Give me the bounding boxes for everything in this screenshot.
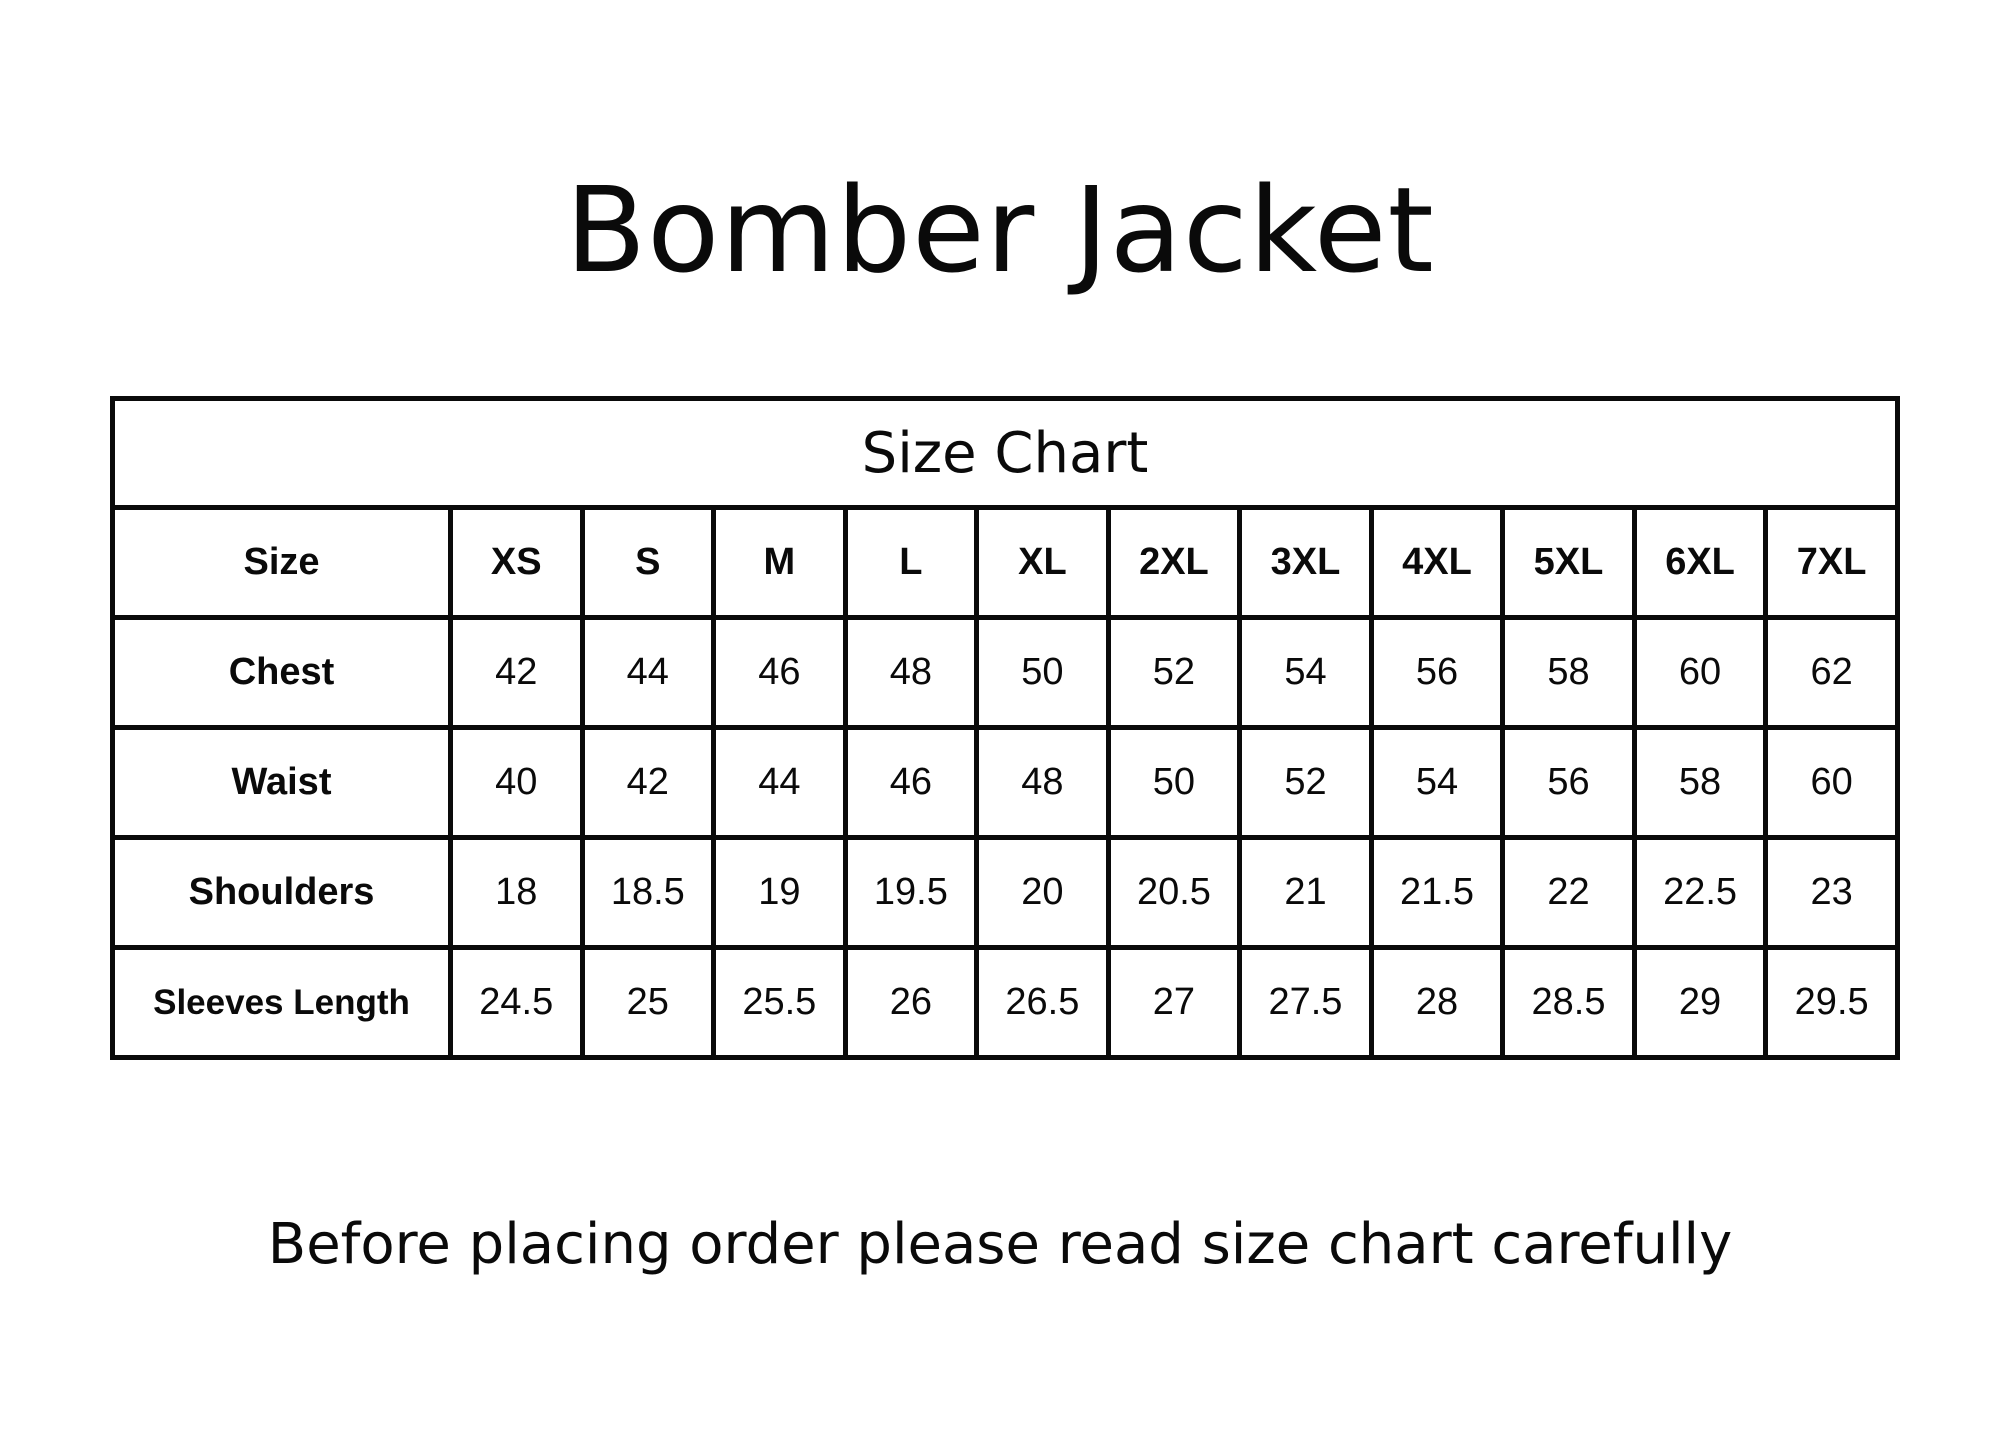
table-cell: 50 — [1108, 728, 1240, 838]
size-header-cell: 2XL — [1108, 508, 1240, 618]
table-cell: 46 — [714, 618, 846, 728]
size-header-cell: 5XL — [1503, 508, 1635, 618]
table-cell: 44 — [582, 618, 714, 728]
table-cell: 56 — [1503, 728, 1635, 838]
table-cell: 28 — [1371, 948, 1503, 1058]
table-cell: 24.5 — [451, 948, 583, 1058]
table-cell: 27.5 — [1240, 948, 1372, 1058]
size-chart-table — [110, 396, 1900, 1060]
size-header-cell: S — [582, 508, 714, 618]
table-caption-row — [113, 399, 1898, 508]
size-header-cell: 3XL — [1240, 508, 1372, 618]
table-cell: 20 — [977, 838, 1109, 948]
table-row-shoulders — [113, 838, 1898, 948]
table-row-waist — [113, 728, 1898, 838]
table-cell: 44 — [714, 728, 846, 838]
table-cell: 60 — [1634, 618, 1766, 728]
table-caption: Size Chart — [113, 399, 1898, 508]
table-cell: 46 — [845, 728, 977, 838]
footer-note: Before placing order please read size chart carefully — [267, 1212, 1733, 1277]
table-cell: 42 — [582, 728, 714, 838]
table-cell: 52 — [1108, 618, 1240, 728]
row-label: Sleeves Length — [113, 948, 451, 1058]
table-header-row — [113, 508, 1898, 618]
table-cell: 19.5 — [845, 838, 977, 948]
table-cell: 40 — [451, 728, 583, 838]
table-cell: 26 — [845, 948, 977, 1058]
table-cell: 27 — [1108, 948, 1240, 1058]
row-label: Shoulders — [113, 838, 451, 948]
table-cell: 29.5 — [1766, 948, 1898, 1058]
row-label: Chest — [113, 618, 451, 728]
table-cell: 26.5 — [977, 948, 1109, 1058]
table-cell: 54 — [1240, 618, 1372, 728]
table-cell: 50 — [977, 618, 1109, 728]
table-cell: 58 — [1503, 618, 1635, 728]
table-cell: 20.5 — [1108, 838, 1240, 948]
size-header-cell: 6XL — [1634, 508, 1766, 618]
table-cell: 62 — [1766, 618, 1898, 728]
table-cell: 54 — [1371, 728, 1503, 838]
table-cell: 23 — [1766, 838, 1898, 948]
size-header-cell: XS — [451, 508, 583, 618]
table-cell: 18 — [451, 838, 583, 948]
table-cell: 42 — [451, 618, 583, 728]
row-label: Waist — [113, 728, 451, 838]
size-header-label: Size — [113, 508, 451, 618]
table-cell: 48 — [977, 728, 1109, 838]
table-cell: 22.5 — [1634, 838, 1766, 948]
table-cell: 56 — [1371, 618, 1503, 728]
table-cell: 52 — [1240, 728, 1372, 838]
size-header-cell: XL — [977, 508, 1109, 618]
table-cell: 18.5 — [582, 838, 714, 948]
table-cell: 60 — [1766, 728, 1898, 838]
page-title: Bomber Jacket — [565, 161, 1435, 299]
table-cell: 25.5 — [714, 948, 846, 1058]
table-row-sleeves-length — [113, 948, 1898, 1058]
size-header-cell: L — [845, 508, 977, 618]
table-cell: 21.5 — [1371, 838, 1503, 948]
table-cell: 29 — [1634, 948, 1766, 1058]
table-row-chest — [113, 618, 1898, 728]
size-header-cell: 7XL — [1766, 508, 1898, 618]
table-cell: 58 — [1634, 728, 1766, 838]
table-cell: 25 — [582, 948, 714, 1058]
table-cell: 19 — [714, 838, 846, 948]
table-cell: 48 — [845, 618, 977, 728]
table-cell: 21 — [1240, 838, 1372, 948]
size-header-cell: M — [714, 508, 846, 618]
size-header-cell: 4XL — [1371, 508, 1503, 618]
table-cell: 28.5 — [1503, 948, 1635, 1058]
table-cell: 22 — [1503, 838, 1635, 948]
